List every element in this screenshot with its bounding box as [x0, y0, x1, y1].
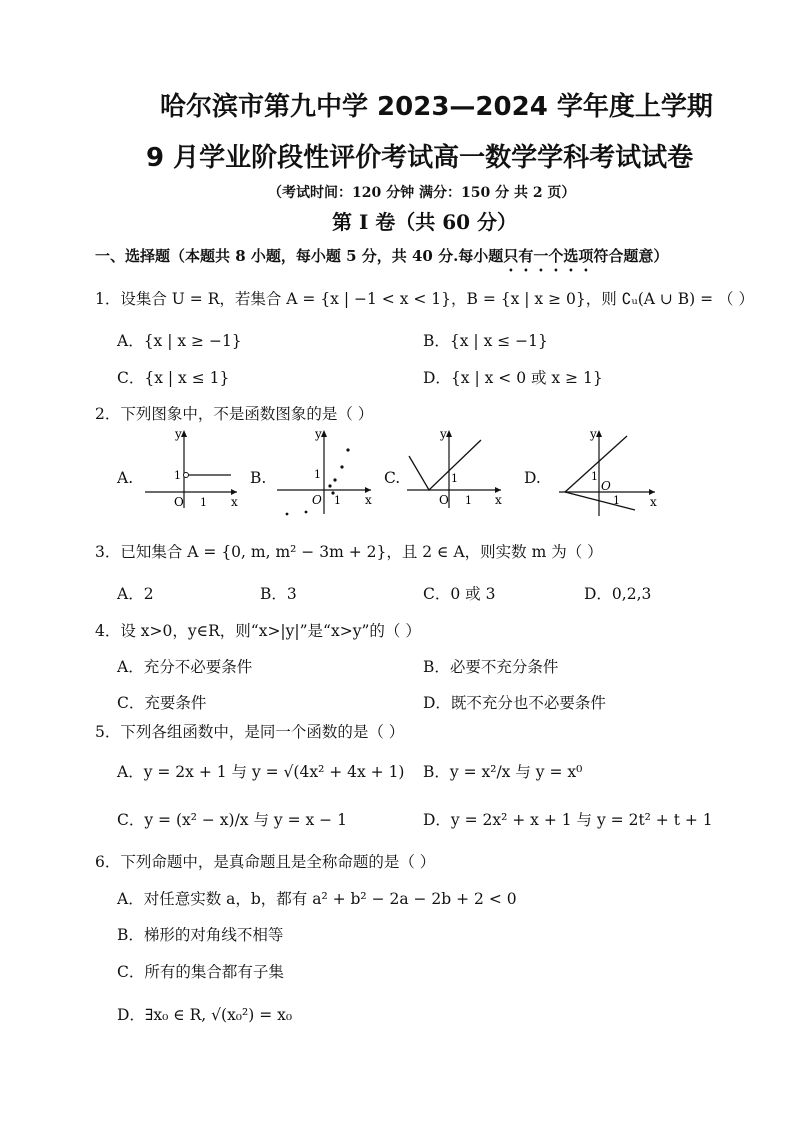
- question-1-option-a: A．{x | x ≥ −1}: [117, 332, 242, 350]
- question-6-option-c: C．所有的集合都有子集: [117, 963, 284, 981]
- graph-b-point: [333, 478, 336, 481]
- graph-b-point: [305, 511, 308, 514]
- graph-a-tick-x: 1: [200, 496, 207, 509]
- question-5-option-c: C．y = (x² − x)/x 与 y = x − 1: [117, 811, 347, 829]
- graph-a-tick-y: 1: [174, 469, 181, 482]
- graph-c-y-label: y: [440, 428, 447, 441]
- question-4-option-c: C．充要条件: [117, 694, 207, 712]
- graph-b-point: [340, 465, 343, 468]
- graph-c-x-label: x: [495, 493, 502, 507]
- question-3-option-b: B．3: [260, 585, 297, 603]
- graph-b-point: [328, 484, 331, 487]
- question-1-option-d: D．{x | x < 0 或 x ≥ 1}: [423, 369, 603, 387]
- question-3-option-a: A．2: [117, 585, 154, 603]
- section-heading-post: 符合题意）: [593, 247, 669, 265]
- graph-c-tick-y: 1: [451, 472, 458, 485]
- graph-d-y-label: y: [590, 428, 597, 441]
- question-4-option-a: A．充分不必要条件: [117, 658, 253, 676]
- exam-title-line2: 9 月学业阶段性评价考试高一数学学科考试试卷: [146, 143, 694, 173]
- graph-a-origin: O: [174, 495, 184, 509]
- graph-c: [405, 428, 505, 510]
- section-heading-pre: 一、选择题（本题共 8 小题，每小题 5 分，共 40 分.每小题: [95, 247, 504, 265]
- graph-a-x-label: x: [231, 495, 238, 509]
- question-3-stem: 3．已知集合 A = {0, m, m² − 3m + 2}，且 2 ∈ A，则实数 m 为（ ）: [95, 543, 603, 561]
- question-5-option-d: D．y = 2x² + x + 1 与 y = 2t² + t + 1: [423, 811, 713, 829]
- section-heading: [95, 245, 668, 275]
- section-heading-emphasis: 只有一个选项: [503, 247, 594, 265]
- question-3-option-c: C．0 或 3: [423, 585, 496, 603]
- graph-b-origin: O: [312, 493, 322, 507]
- question-2-option-b: B.: [250, 469, 267, 487]
- graph-d-origin: O: [601, 479, 611, 493]
- graph-a-y-label: y: [175, 428, 182, 441]
- question-6-option-d: D．∃x₀ ∈ R, √(x₀²) = x₀: [117, 1006, 293, 1024]
- question-2-option-d: D.: [524, 469, 541, 487]
- graph-c-origin: O: [439, 493, 449, 507]
- question-5-stem: 5．下列各组函数中，是同一个函数的是（ ）: [95, 723, 405, 741]
- graph-b-tick-x: 1: [334, 494, 341, 507]
- graph-b-point: [286, 513, 289, 516]
- question-6-option-a: A．对任意实数 a，b，都有 a² + b² − 2a − 2b + 2 < 0: [117, 890, 517, 908]
- exam-meta: （考试时间：120 分钟 满分：150 分 共 2 页）: [268, 185, 576, 201]
- question-1-stem: 1．设集合 U = R，若集合 A = {x | −1 < x < 1}，B = {x | x ≥ 0}，则 ∁ᵤ(A ∪ B) = （ ）: [95, 290, 754, 308]
- graph-b-point: [346, 448, 349, 451]
- exam-title-line1: 哈尔滨市第九中学 2023—2024 学年度上学期: [160, 92, 713, 122]
- question-4-stem: 4．设 x>0，y∈R，则“x>|y|”是“x>y”的（ ）: [95, 622, 421, 640]
- question-2-option-c: C.: [384, 469, 401, 487]
- graph-a: [145, 428, 240, 510]
- question-6-option-b: B．梯形的对角线不相等: [117, 926, 284, 944]
- volume-heading: 第 I 卷（共 60 分）: [332, 210, 518, 234]
- graph-b-y-label: y: [315, 428, 322, 441]
- graph-d-x-label: x: [650, 495, 657, 509]
- graph-d-tick-y: 1: [591, 470, 598, 483]
- graph-b-tick-y: 1: [314, 468, 321, 481]
- question-2-stem: 2．下列图象中，不是函数图象的是（ ）: [95, 405, 374, 423]
- question-5-option-b: B．y = x²/x 与 y = x⁰: [423, 763, 583, 781]
- question-4-option-d: D．既不充分也不必要条件: [423, 694, 606, 712]
- question-6-stem: 6．下列命题中，是真命题且是全称命题的是（ ）: [95, 853, 436, 871]
- question-1-option-b: B．{x | x ≤ −1}: [423, 332, 548, 350]
- question-4-option-b: B．必要不充分条件: [423, 658, 559, 676]
- graph-d: [555, 428, 660, 520]
- graph-c-tick-x: 1: [465, 494, 472, 507]
- question-3-option-d: D．0,2,3: [584, 585, 652, 603]
- question-5-option-a: A．y = 2x + 1 与 y = √(4x² + 4x + 1): [117, 763, 405, 781]
- graph-d-tick-x: 1: [613, 494, 620, 507]
- question-2-option-a: A.: [117, 469, 134, 487]
- graph-b: [275, 428, 375, 518]
- question-1-option-c: C．{x | x ≤ 1}: [117, 369, 230, 387]
- graph-b-x-label: x: [365, 493, 372, 507]
